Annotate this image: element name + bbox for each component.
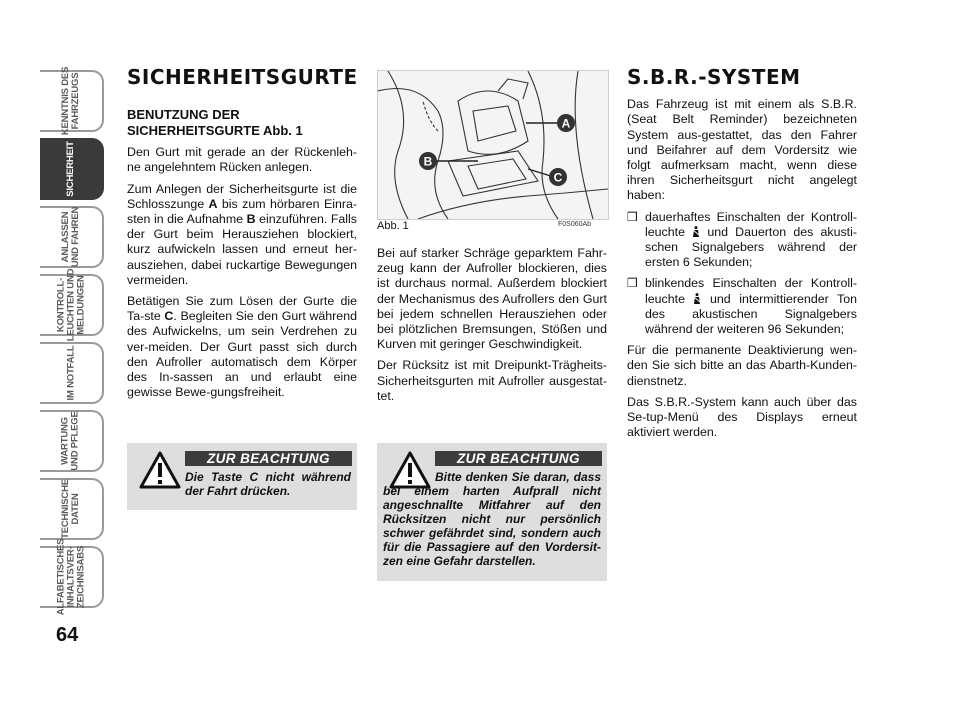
tab-label: IM NOTFALL [65,345,76,401]
paragraph: Das Fahrzeug ist mit einem als S.B.R. (Seat Belt Reminder) bezeichneten System aus-gestattet, das den Fahrer und Beifahrer auf dem Vordersitz wie folgt aufmerksam macht, wenn diese ihren Sicherheitsgurt nicht angelegt haben: [627,97,857,203]
tab-kenntnis-des-fahrzeugs[interactable] [40,66,104,136]
tab-anlassen-und-fahren[interactable] [40,206,104,268]
checkbox-bullet-icon: ❒ [627,276,638,291]
tab-sicherheit[interactable] [40,138,104,200]
tab-label: ANLASSEN UND FAHREN [60,206,81,268]
subsection-title-line1: BENUTZUNG DER [127,107,240,123]
subsection-title [127,107,357,139]
checkbox-bullet-icon: ❒ [627,209,638,224]
tab-alfabetisches-inhaltsverzeichnis[interactable] [40,538,104,616]
tab-wartung-und-pflege[interactable] [40,410,104,472]
warning-banner: ZUR BEACHTUNG [435,451,602,466]
paragraph: Das S.B.R.-System kann auch über das Se-tup-Menü des Displays erneut aktiviert werden. [627,394,857,440]
tab-kontrollleuchten-und-meldungen[interactable] [40,268,104,342]
callout-c: C [553,170,563,185]
warning-box [377,443,607,581]
tab-label: TECHNISCHE DATEN [59,479,81,539]
warning-text: Die Taste C nicht während der Fahrt drücken. [185,470,351,498]
page-number: 64 [56,624,79,646]
seatbelt-warning-icon [693,292,710,306]
paragraph: Den Gurt mit gerade an der Rückenleh-ne angelehntem Rücken anlegen. [127,145,357,175]
paragraph: Für die permanente Deaktivierung wen-den Sie sich bitte an das Abarth-Kunden-dienstnetz. [627,343,857,388]
right-column [627,65,857,446]
callout-b: B [423,154,433,169]
paragraph: Der Rücksitz ist mit Dreipunkt-Trägheits-Sicherheitsgurten mit Aufroller ausgestat-tet. [377,358,607,403]
middle-column [377,246,607,410]
warning-box [127,443,357,510]
tab-label: WARTUNG UND PFLEGE [59,411,81,471]
left-column [127,65,358,406]
warning-triangle-icon [139,451,181,494]
label-a: A [208,196,218,211]
section-title: SICHERHEITSGURTE [127,65,358,89]
list-item: ❒ dauerhaftes Einschalten der Kontroll-leuchte und Dauerton des akusti-schen Signalgebers während der ersten 6 Sekunden; [627,209,857,270]
callout-a: A [561,116,571,131]
label-b: B [246,212,256,227]
seatbelt-buckle-illustration [378,71,608,219]
section-title: S.B.R.-SYSTEM [627,65,801,89]
tab-label: SICHERHEIT [64,141,76,197]
tab-label: KENNTNIS DES FAHRZEUGS [60,66,81,136]
tab-label: ALFABETISCHES INHALTSVER- ZEICHNISABS [55,538,87,616]
tab-label: KONTROLL- LEUCHTEN UND MELDUNGEN [55,268,87,342]
tab-im-notfall[interactable] [40,342,104,404]
subsection-title-line2: SICHERHEITSGURTE Abb. 1 [127,123,303,139]
warning-banner: ZUR BEACHTUNG [185,451,352,466]
label-c: C [164,309,174,324]
warning-text: Bitte denken Sie daran, dass bei einem harten Aufprall nicht angeschnallte Mitfahrer auf den Rücksitzen nicht nur persönlich schwer gefährdet sind, sondern auch für die Passagiere auf den Vordersit-zen eine Gefahr darstellen. [383,470,601,568]
list-item: ❒ blinkendes Einschalten der Kontroll-leuchte und intermittierender Ton des akustischen Signalgebers während der weiteren 96 Sekunden; [627,276,857,337]
figure-seatbelt-buckle [377,70,609,220]
paragraph: Betätigen Sie zum Lösen der Gurte die Ta-ste C. Begleiten Sie den Gurt während des Aufwickelns, um sein Verdrehen zu ver-meiden. Der Gurt passt sich durch den Aufroller automatisch dem Körper des In-sassen an und erlaubt eine gewisse Bewe-gungsfreiheit. [127,294,357,400]
figure-caption: Abb. 1 [377,220,409,232]
seatbelt-warning-icon [692,225,707,239]
figure-code: F0S060Ab [558,221,592,228]
paragraph: Bei auf starker Schräge geparktem Fahr-zeug kann der Aufroller blockieren, dies ist durchaus normal. Außerdem blockiert der Mechanismus des Aufrollers den Gurt bei jedem schnellen Herausziehen oder bei plötzlichen Bremsungen, Stößen und Kurven mit geringer Geschwindigkeit. [377,246,607,352]
paragraph: Zum Anlegen der Sicherheitsgurte ist die Schlosszunge A bis zum hörbaren Einra-sten in die Aufnahme B einzuführen. Falls der Gurt beim Herausziehen blockiert, kurz aufwickeln lassen und erneut her-ausziehen, dabei ruckartige Bewegungen vermeiden. [127,181,357,287]
tab-technische-daten[interactable] [40,478,104,540]
